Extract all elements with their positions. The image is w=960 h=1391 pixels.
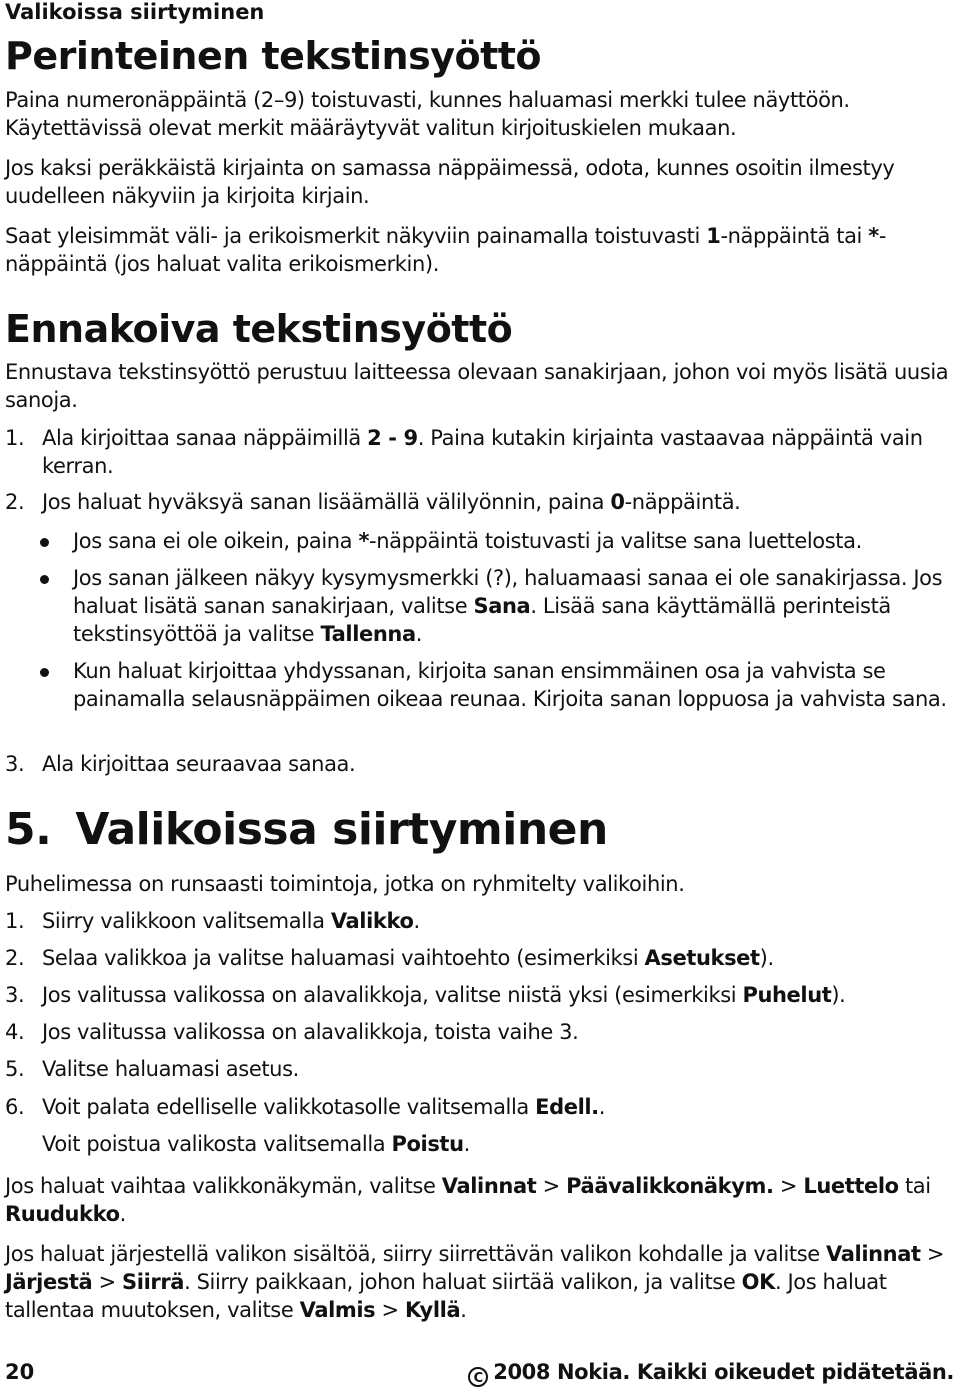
paragraph: Ennustava tekstinsyöttö perustuu laitteessa olevaan sanakirjaan, johon voi myös lisätä uusia sanoja. [5, 360, 949, 412]
paragraph: Jos haluat vaihtaa valikkonäkymän, valitse Valinnat > Päävalikkonäkym. > Luettelo tai Ruudukko. [5, 1174, 931, 1226]
list-item: 2. Selaa valikkoa ja valitse haluamasi vaihtoehto (esimerkiksi Asetukset). [5, 946, 774, 970]
paragraph: Jos haluat järjestellä valikon sisältöä, siirry siirrettävän valikon kohdalle ja valitse Valinnat > Järjestä > Siirrä. Siirry paikkaan, johon haluat siirtää valikon, ja valitse OK. Jos haluat tallentaa muutoksen, valitse Valmis > Kyllä. [5, 1242, 945, 1322]
section-title-predictive: Ennakoiva tekstinsyöttö [5, 307, 513, 351]
list-item: 3. Ala kirjoittaa seuraavaa sanaa. [5, 752, 356, 776]
running-head: Valikoissa siirtyminen [5, 0, 265, 24]
bullet-item: Jos sana ei ole oikein, paina *-näppäintä toistuvasti ja valitse sana luettelosta. [40, 527, 955, 555]
list-item: 3. Jos valitussa valikossa on alavalikkoja, valitse niistä yksi (esimerkiksi Puhelut). [5, 983, 846, 1007]
bullet-item: Kun haluat kirjoittaa yhdyssanan, kirjoita sanan ensimmäinen osa ja vahvista se painamalla selausnäppäimen oikeaa reunaa. Kirjoita sanan loppuosa ja vahvista sana. [40, 657, 955, 741]
section-title-traditional: Perinteinen tekstinsyöttö [5, 34, 542, 78]
chapter-number: 5. [5, 804, 52, 855]
list-item: 1. Siirry valikkoon valitsemalla Valikko. [5, 909, 420, 933]
list-item: 4. Jos valitussa valikossa on alavalikkoja, toista vaihe 3. [5, 1020, 579, 1044]
list-item: 6. Voit palata edelliselle valikkotasolle valitsemalla Edell.. [5, 1095, 606, 1119]
list-number: 2. [5, 490, 25, 514]
list-item: 1. Ala kirjoittaa sanaa näppäimillä 2 - 9. Paina kutakin kirjainta vastaavaa näppäintä vain kerran. [5, 426, 923, 478]
list-number: 1. [5, 426, 25, 450]
paragraph: Saat yleisimmät väli- ja erikoismerkit näkyviin painamalla toistuvasti 1-näppäintä tai *-näppäintä (jos haluat valita erikoismerkin). [5, 224, 887, 276]
list-number: 3. [5, 752, 25, 776]
chapter-title [5, 804, 608, 856]
bullet-icon [40, 575, 49, 584]
list-item: 2. Jos haluat hyväksyä sanan lisäämällä välilyönnin, paina 0-näppäintä. [5, 490, 741, 514]
list-item-continuation: Voit poistua valikosta valitsemalla Poistu. [42, 1132, 470, 1156]
list-item: 5. Valitse haluamasi asetus. [5, 1057, 299, 1081]
bullet-item: Jos sanan jälkeen näkyy kysymysmerkki (?), haluamaasi sanaa ei ole sanakirjassa. Jos haluat lisätä sanan sanakirjaan, valitse Sana. Lisää sana käyttämällä perinteistä tekstinsyöttöä ja valitse Tallenna. [40, 564, 955, 648]
page-number: 20 [5, 1360, 35, 1384]
chapter-title-text: Valikoissa siirtyminen [75, 804, 608, 855]
paragraph: Paina numeronäppäintä (2–9) toistuvasti, kunnes haluamasi merkki tulee näyttöön. Käytettävissä olevat merkit määräytyvät valitun kirjoituskielen mukaan. [5, 88, 850, 140]
paragraph: Jos kaksi peräkkäistä kirjainta on samassa näppäimessä, odota, kunnes osoitin ilmestyy uudelleen näkyviin ja kirjoita kirjain. [5, 156, 895, 208]
paragraph: Puhelimessa on runsaasti toimintoja, jotka on ryhmitelty valikoihin. [5, 872, 685, 896]
copyright-notice: C 2008 Nokia. Kaikki oikeudet pidätetään. [468, 1360, 954, 1387]
copyright-icon: C [468, 1367, 488, 1387]
bullet-icon [40, 538, 49, 547]
bullet-icon [40, 668, 49, 677]
